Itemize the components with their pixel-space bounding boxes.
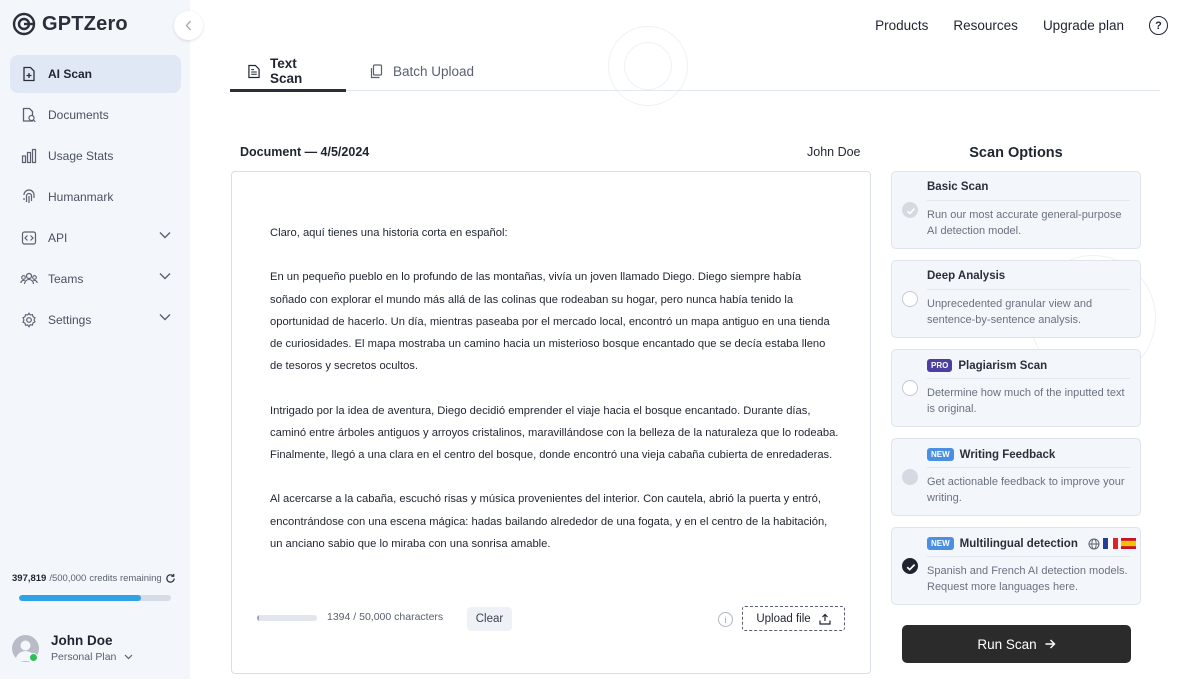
document-plus-icon xyxy=(20,65,38,83)
option-deep-analysis[interactable] xyxy=(891,260,1141,338)
upload-file-label: Upload file xyxy=(756,612,811,625)
sidebar-item-usage-stats[interactable] xyxy=(10,137,181,175)
character-count: 1394 / 50,000 characters xyxy=(327,611,444,623)
character-progress-bar xyxy=(257,615,317,621)
scan-options-title: Scan Options xyxy=(969,145,1063,161)
option-checkbox[interactable] xyxy=(902,291,918,307)
tab-label: Batch Upload xyxy=(393,63,475,79)
checkmark-icon xyxy=(903,559,919,575)
code-icon xyxy=(20,229,38,247)
credits-total: /500,000 xyxy=(49,573,87,584)
chevron-left-icon xyxy=(185,20,192,31)
fingerprint-icon xyxy=(20,188,38,206)
copy-icon xyxy=(370,64,383,79)
sidebar-item-label: Documents xyxy=(48,108,109,122)
sidebar-item-ai-scan[interactable] xyxy=(10,55,181,93)
sidebar-item-documents[interactable] xyxy=(10,96,181,134)
credits-label: credits remaining xyxy=(89,573,162,584)
chevron-down-icon[interactable] xyxy=(159,231,171,239)
option-description: Determine how much of the inputted text is original. xyxy=(927,387,1125,415)
character-progress-fill xyxy=(257,615,259,621)
sidebar-item-label: Teams xyxy=(48,272,84,286)
option-name: Basic Scan xyxy=(927,181,989,193)
new-badge: NEW xyxy=(927,537,954,550)
divider xyxy=(927,556,1130,557)
sidebar-nav xyxy=(10,55,181,342)
divider xyxy=(927,289,1130,290)
option-name: Writing Feedback xyxy=(959,448,1056,461)
sidebar-item-teams[interactable] xyxy=(10,260,181,298)
option-description: Run our most accurate general-purpose AI detection model. xyxy=(927,209,1122,237)
new-badge: NEW xyxy=(927,448,954,461)
document-title[interactable]: Document — 4/5/2024 xyxy=(240,145,370,159)
option-checkbox[interactable] xyxy=(902,469,918,485)
sidebar-item-api[interactable] xyxy=(10,219,181,257)
option-header xyxy=(927,181,988,193)
document-paragraph: En un pequeño pueblo en lo profundo de las montañas, vivía un joven llamado Diego. Diego siempre había soñado con explorar el mundo más allá de las colinas que rodeaban su hogar, pero nunca había tenido la oportunidad de hacerlo. Un día, mientras paseaba por el mercado local, encontró un mapa antiguo en una tienda de curiosidades. El mapa mostraba un camino hacia un misterioso bosque encantado que se decía estaba lleno de tesoros y secretos ocultos. xyxy=(270,271,830,373)
checkmark-icon xyxy=(903,203,919,219)
bar-chart-icon xyxy=(20,147,38,165)
nav-products[interactable]: Products xyxy=(875,18,929,33)
document-editor[interactable] xyxy=(231,171,871,674)
tab-text-scan[interactable] xyxy=(230,52,346,90)
credits-progress-bar xyxy=(19,595,171,601)
sidebar-item-label: API xyxy=(48,231,68,245)
document-text[interactable] xyxy=(270,222,840,577)
option-writing-feedback[interactable] xyxy=(891,438,1141,516)
nav-upgrade-plan[interactable]: Upgrade plan xyxy=(1042,18,1124,33)
top-nav xyxy=(875,16,1168,35)
gear-icon xyxy=(20,311,38,329)
sidebar-item-label: Humanmark xyxy=(48,190,114,204)
sidebar-item-label: AI Scan xyxy=(48,67,93,81)
globe-icon xyxy=(1088,538,1100,550)
user-plan[interactable] xyxy=(51,651,133,663)
run-scan-button[interactable] xyxy=(902,625,1131,663)
divider xyxy=(927,200,1130,201)
option-description: Unprecedented granular view and sentence-by-sentence analysis. xyxy=(927,298,1093,326)
option-name: Plagiarism Scan xyxy=(958,359,1048,372)
chevron-down-icon[interactable] xyxy=(159,272,171,280)
users-icon xyxy=(20,270,38,288)
pro-badge: PRO xyxy=(927,359,952,372)
option-description-text: Spanish and French AI detection models. xyxy=(927,565,1128,577)
user-plan-label: Personal Plan xyxy=(51,651,117,663)
upload-icon xyxy=(819,613,831,625)
document-paragraph: Al acercarse a la cabaña, escuchó risas y música provenientes del interior. Con cautela, abrió la puerta y entró, encontrándose con una escena mágica: hadas bailando alrededor de una fogata, y en el centro de la habitación, un anciano sabio que lo miraba con una sonrisa amable. xyxy=(270,493,828,550)
divider xyxy=(927,467,1130,468)
upload-file-button[interactable] xyxy=(742,606,845,631)
document-icon xyxy=(248,64,260,79)
credits-remaining xyxy=(12,573,176,584)
scan-tabs xyxy=(230,52,1160,91)
tab-batch-upload[interactable] xyxy=(352,52,492,90)
gptzero-logo-icon xyxy=(12,12,36,36)
document-paragraph: Intrigado por la idea de aventura, Diego decidió emprender el viaje hacia el bosque encantado. Durante días, caminó entre árboles antiguos y arroyos cristalinos, maravillándose con la belleza de la naturaleza que lo rodeaba. Finalmente, llegó a una clara en el centro del bosque, donde encontró una vieja cabaña cubierta de enredaderas. xyxy=(270,404,839,461)
france-flag-icon xyxy=(1103,538,1118,549)
tab-label: Text Scan xyxy=(270,56,303,86)
document-author: John Doe xyxy=(807,145,861,159)
sidebar xyxy=(0,0,190,679)
info-icon[interactable]: i xyxy=(718,612,733,627)
sidebar-item-settings[interactable] xyxy=(10,301,181,339)
option-plagiarism-scan[interactable] xyxy=(891,349,1141,427)
nav-resources[interactable]: Resources xyxy=(953,18,1018,33)
divider xyxy=(927,378,1130,379)
option-basic-scan[interactable] xyxy=(891,171,1141,249)
logo-text: GPTZero xyxy=(42,12,128,35)
option-multilingual-detection[interactable] xyxy=(891,527,1141,605)
option-name: Deep Analysis xyxy=(927,270,1006,282)
clear-button[interactable]: Clear xyxy=(467,607,512,631)
credits-used: 397,819 xyxy=(12,573,47,584)
online-status-dot xyxy=(29,653,38,662)
option-header xyxy=(927,359,1047,372)
option-description xyxy=(927,563,1132,595)
arrow-right-icon xyxy=(1045,639,1056,649)
credits-progress-fill xyxy=(19,595,141,601)
run-scan-label: Run Scan xyxy=(977,636,1037,652)
option-description: Get actionable feedback to improve your writing. xyxy=(927,476,1125,504)
user-name: John Doe xyxy=(51,633,113,648)
documents-icon xyxy=(20,106,38,124)
help-icon[interactable]: ? xyxy=(1149,16,1168,35)
sidebar-item-label: Usage Stats xyxy=(48,149,114,163)
document-paragraph: Claro, aquí tienes una historia corta en español: xyxy=(270,227,508,239)
option-checkbox[interactable] xyxy=(902,202,918,218)
collapse-sidebar-button[interactable] xyxy=(174,11,203,40)
sidebar-item-humanmark[interactable] xyxy=(10,178,181,216)
spain-flag-icon xyxy=(1121,538,1136,549)
refresh-icon[interactable] xyxy=(165,573,176,584)
request-languages-link[interactable]: Request more languages here. xyxy=(927,581,1079,593)
sidebar-item-label: Settings xyxy=(48,313,92,327)
option-header xyxy=(927,270,1005,282)
chevron-down-icon[interactable] xyxy=(159,313,171,321)
option-checkbox[interactable] xyxy=(902,380,918,396)
option-header xyxy=(927,448,1055,461)
logo[interactable] xyxy=(12,10,128,38)
option-header xyxy=(927,537,1136,550)
option-name: Multilingual detection xyxy=(959,537,1078,550)
option-checkbox[interactable] xyxy=(902,558,918,574)
chevron-down-icon xyxy=(124,654,133,660)
user-profile[interactable] xyxy=(12,633,133,663)
language-flags xyxy=(1088,538,1136,550)
